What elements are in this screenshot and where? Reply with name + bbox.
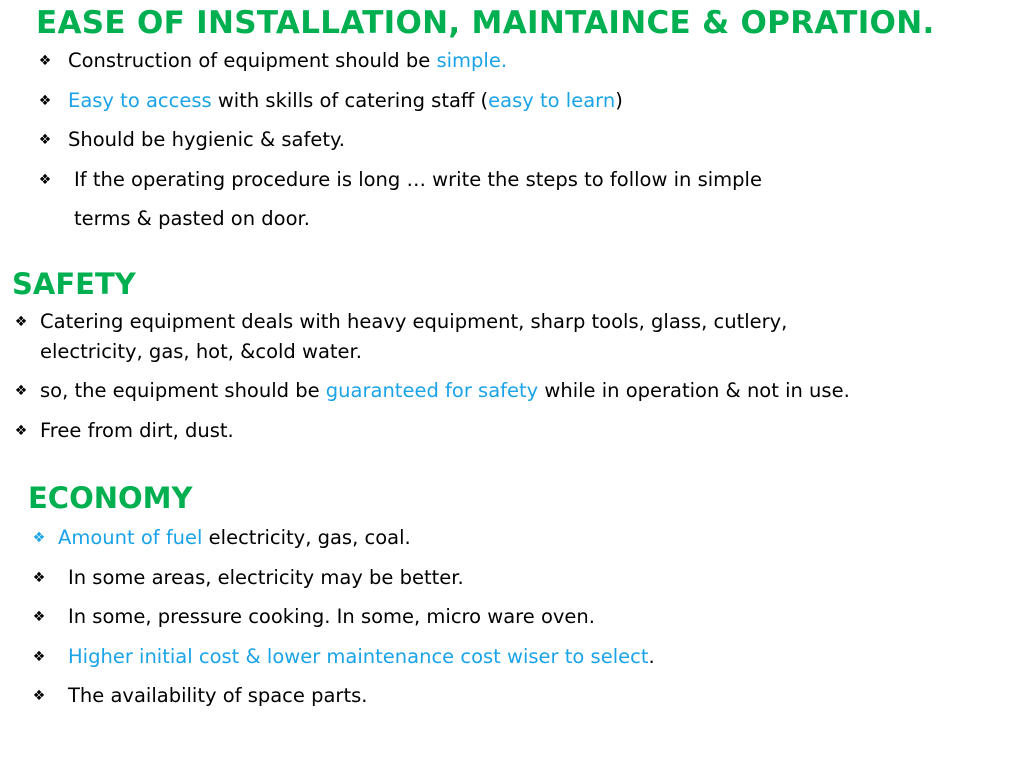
diamond-bullet-icon: ❖ [14, 383, 28, 399]
safety-bullet-list [10, 307, 1024, 455]
list-item [10, 307, 1024, 376]
list-item [28, 523, 988, 563]
bullet-text: Free from dirt, dust. [40, 418, 234, 442]
bullet-text: Construction of equipment should be simple. [68, 49, 508, 72]
diamond-bullet-icon: ❖ [32, 569, 46, 586]
bullet-text: The availability of space parts. [68, 684, 368, 707]
list-item [28, 681, 988, 721]
diamond-bullet-icon: ❖ [38, 171, 52, 188]
highlight-text: guaranteed for safety [325, 379, 539, 402]
diamond-bullet-icon: ❖ [38, 92, 52, 109]
diamond-bullet-icon: ❖ [32, 609, 46, 625]
diamond-bullet-icon: ❖ [32, 530, 46, 546]
diamond-bullet-icon: ❖ [14, 422, 28, 439]
list-item [28, 563, 988, 603]
diamond-bullet-icon: ❖ [32, 688, 46, 704]
highlight-text: easy to learn [488, 88, 616, 112]
bullet-text: Higher initial cost & lower maintenance cost wiser to select. [68, 644, 655, 668]
diamond-bullet-icon: ❖ [14, 314, 28, 330]
bullet-text: so, the equipment should be guaranteed for safety while in operation & not in use. [40, 379, 850, 402]
list-item [28, 642, 988, 682]
diamond-bullet-icon: ❖ [38, 53, 52, 69]
list-item [34, 165, 994, 245]
economy-bullet-list [28, 523, 988, 721]
bullet-text: Amount of fuel electricity, gas, coal. [58, 526, 411, 549]
diamond-bullet-icon: ❖ [38, 132, 52, 148]
highlight-text: Amount of fuel [58, 526, 203, 549]
section-title-safety: SAFETY [12, 267, 136, 301]
list-item [10, 416, 1024, 456]
highlight-text: Higher initial cost & lower maintenance cost wiser to select [68, 644, 649, 668]
diamond-bullet-icon: ❖ [32, 648, 46, 665]
bullet-text: If the operating procedure is long … write the steps to follow in simple terms & pasted on door. [74, 167, 762, 230]
list-item [10, 376, 1024, 416]
highlight-text: Easy to access [68, 88, 212, 112]
bullet-text: In some areas, electricity may be better. [68, 565, 464, 589]
list-item [34, 46, 994, 86]
section-title-installation: EASE OF INSTALLATION, MAINTAINCE & OPRATION. [36, 5, 935, 41]
installation-bullet-list [34, 46, 994, 245]
list-item [28, 602, 988, 642]
highlight-text: simple. [436, 49, 508, 72]
bullet-text: Should be hygienic & safety. [68, 128, 345, 151]
section-title-economy: ECONOMY [28, 481, 193, 515]
bullet-text: Easy to access with skills of catering staff (easy to learn) [68, 88, 623, 112]
bullet-text: Catering equipment deals with heavy equipment, sharp tools, glass, cutlery, electricity, gas, hot, &cold water. [40, 310, 788, 363]
list-item [34, 86, 994, 126]
bullet-text: In some, pressure cooking. In some, micro ware oven. [68, 605, 595, 628]
